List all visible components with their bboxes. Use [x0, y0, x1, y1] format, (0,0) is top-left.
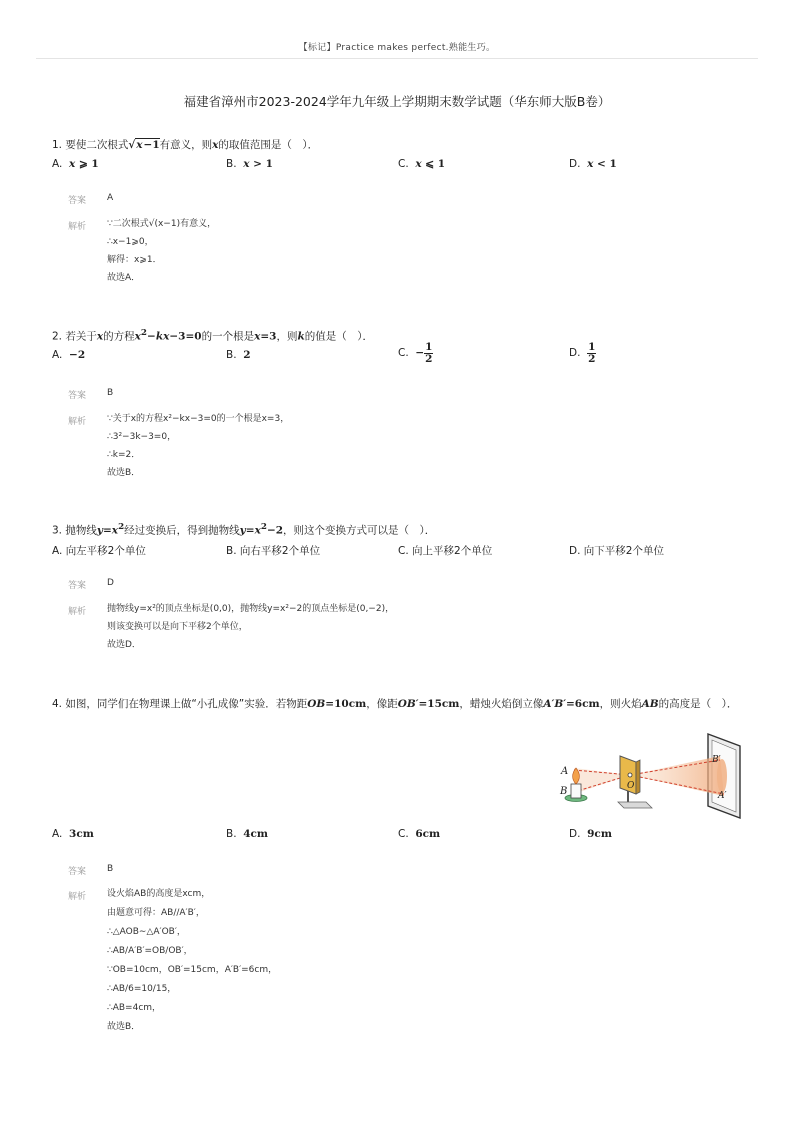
question-3-option-b[interactable]: B. 向右平移2个单位: [226, 545, 321, 557]
analysis-line: 设火焰AB的高度是xcm，: [107, 889, 211, 899]
pinhole: [628, 773, 632, 777]
document-title: 福建省漳州市2023-2024学年九年级上学期期末数学试题（华东师大版B卷）: [183, 94, 611, 109]
question-2-stem: 2. 若关于x的方程$x^2-kx-3=0$的一个根是x=3，则k的值是（ ）．: [52, 328, 373, 343]
analysis-line: ∵关于x的方程x²−kx−3=0的一个根是x=3，: [107, 414, 290, 424]
candle: [571, 784, 581, 798]
pinhole-imaging-figure: [556, 732, 752, 820]
analysis-line: ∴△AOB∼△A′OB′，: [107, 927, 186, 937]
question-3-option-a[interactable]: A. 向左平移2个单位: [52, 545, 146, 557]
question-3-answer-label: 答案: [68, 581, 87, 591]
analysis-line: 故选A．: [107, 273, 141, 283]
question-2-option-a[interactable]: A. −2: [52, 349, 86, 361]
question-4-option-d[interactable]: D. 9cm: [569, 828, 612, 840]
question-1-stem: 1. 要使二次根式√x−1有意义，则x的取值范围是（ ）．: [52, 139, 319, 151]
question-1-option-b[interactable]: B. x > 1: [226, 158, 273, 170]
question-2-answer: B: [107, 388, 114, 398]
header-note: 【标记】Practice makes perfect.熟能生巧。: [298, 43, 496, 53]
label-b-prime: B′: [712, 755, 721, 765]
question-4-option-c[interactable]: C. 6cm: [398, 828, 441, 840]
question-4-stem: 4. 如图，同学们在物理课上做“小孔成像”实验．若物距OB=10cm，像距OB′=15cm，蜡烛火焰倒立像A′B′=6cm，则火焰AB的高度是（ ）．: [52, 698, 738, 710]
question-4-answer-label: 答案: [68, 867, 87, 877]
label-a: A: [561, 766, 569, 777]
analysis-line: ∴AB/6=10/15，: [107, 984, 177, 994]
question-4-analysis: [107, 885, 277, 1037]
label-o: O: [627, 781, 635, 791]
question-3-analysis: [107, 600, 394, 654]
analysis-line: ∴k=2．: [107, 450, 141, 460]
card-base: [618, 802, 652, 808]
label-b: B: [560, 786, 568, 797]
question-3-stem: 3. 抛物线$y=x^2$经过变换后，得到抛物线$y=x^2-2$，则这个变换方式可以是（ ）．: [52, 522, 436, 537]
question-1-option-c[interactable]: C. x ⩽ 1: [398, 158, 446, 170]
analysis-line: 故选D．: [107, 640, 141, 650]
header-divider: [36, 58, 758, 59]
analysis-line: ∴AB=4cm，: [107, 1003, 162, 1013]
question-1-answer: A: [107, 193, 114, 203]
analysis-line: 则该变换可以是向下平移2个单位，: [107, 622, 248, 632]
question-1-option-d[interactable]: D. x < 1: [569, 158, 617, 170]
analysis-line: ∴x−1⩾0，: [107, 237, 154, 247]
question-4-option-a[interactable]: A. 3cm: [52, 828, 94, 840]
label-a-prime: A′: [718, 791, 727, 801]
question-1-option-a[interactable]: A. x ⩾ 1: [52, 158, 99, 170]
question-3-answer: D: [107, 578, 114, 588]
analysis-line: ∵OB=10cm，OB′=15cm，A′B′=6cm，: [107, 965, 278, 975]
analysis-line: ∴AB/A′B′=OB/OB′，: [107, 946, 193, 956]
pinhole-card-edge: [636, 760, 640, 794]
analysis-line: ∴3²−3k−3=0，: [107, 432, 177, 442]
question-2-analysis: [107, 410, 289, 482]
question-2-option-d[interactable]: D. $\frac{1}{2}$: [569, 341, 596, 365]
analysis-line: 由题意可得：AB//A′B′，: [107, 908, 205, 918]
analysis-line: 解得：x⩾1．: [107, 255, 162, 265]
question-2-answer-label: 答案: [68, 391, 87, 401]
question-3-analysis-label: 解析: [68, 607, 87, 617]
analysis-line: 抛物线y=x²的顶点坐标是(0,0)，抛物线y=x²−2的顶点坐标是(0,−2)，: [107, 604, 395, 614]
question-1-answer-label: 答案: [68, 196, 87, 206]
question-1-analysis: [107, 215, 216, 287]
question-4-option-b[interactable]: B. 4cm: [226, 828, 269, 840]
question-2-option-c[interactable]: C. − $\frac{1}{2}$: [398, 341, 433, 365]
question-3-option-d[interactable]: D. 向下平移2个单位: [569, 545, 664, 557]
analysis-line: ∵二次根式√(x−1)有意义，: [107, 219, 217, 229]
analysis-line: 故选B．: [107, 1022, 141, 1032]
question-4-answer: B: [107, 864, 114, 874]
question-1-analysis-label: 解析: [68, 222, 87, 232]
analysis-line: 故选B．: [107, 468, 141, 478]
question-2-option-b[interactable]: B. 2: [226, 349, 251, 361]
question-2-analysis-label: 解析: [68, 417, 87, 427]
question-4-analysis-label: 解析: [68, 892, 87, 902]
question-3-option-c[interactable]: C. 向上平移2个单位: [398, 545, 493, 557]
